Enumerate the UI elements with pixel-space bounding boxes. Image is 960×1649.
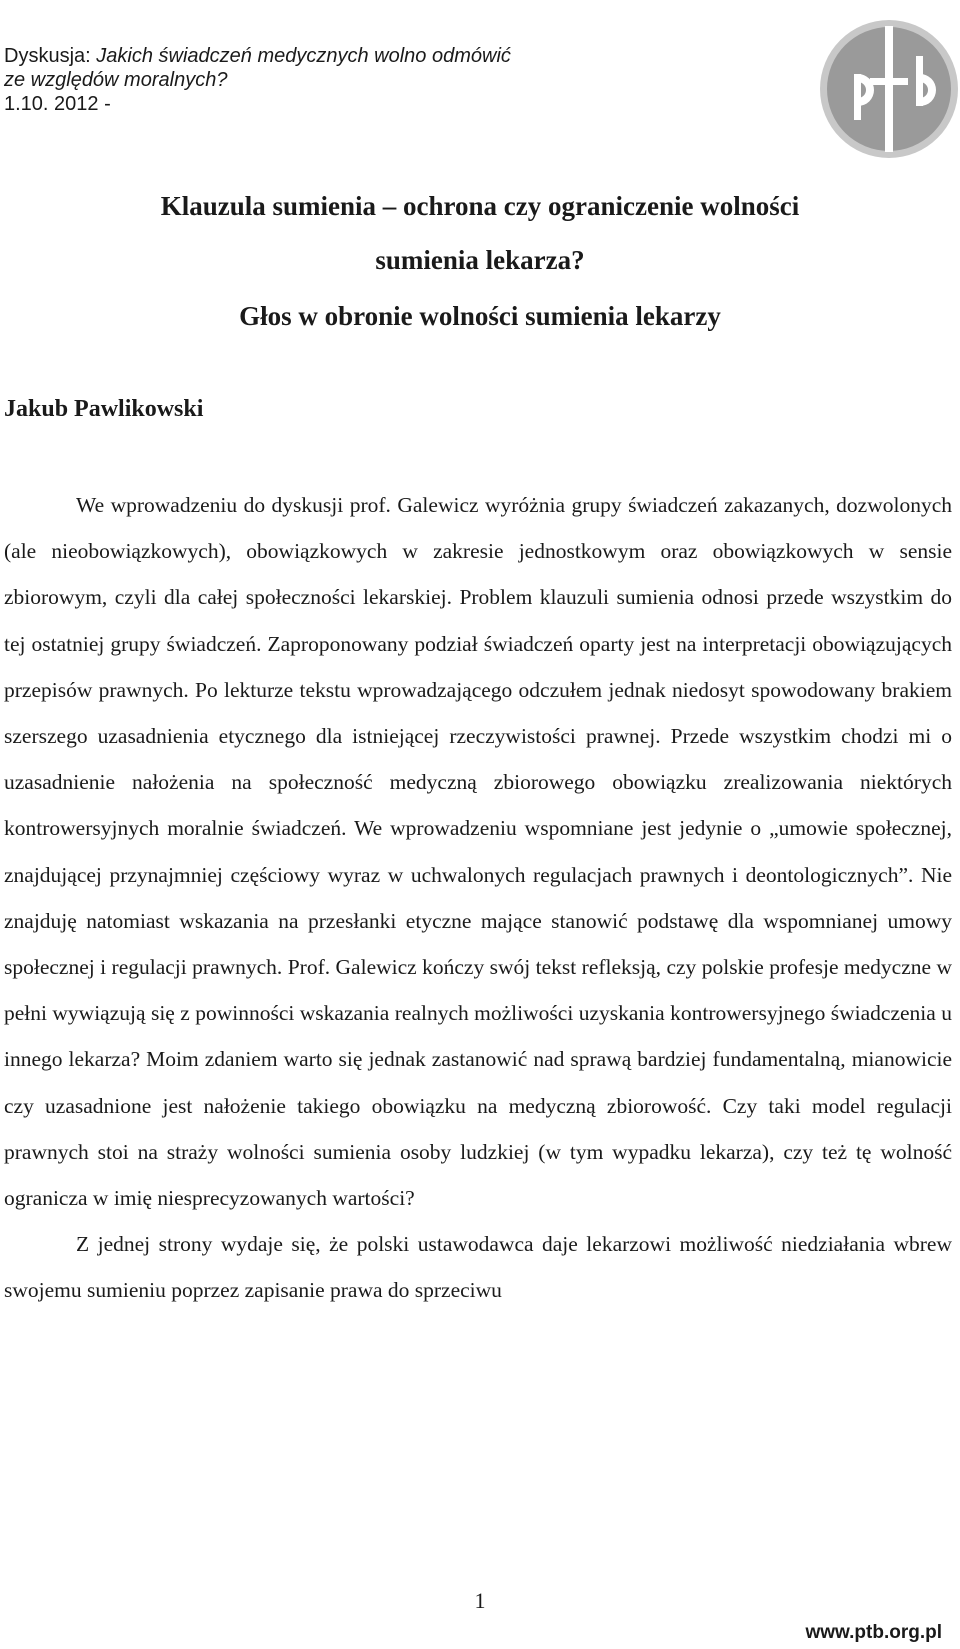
website-url: www.ptb.org.pl [805,1622,942,1643]
discussion-label: Dyskusja: [4,45,91,67]
article-body [4,482,952,1314]
document-header [4,44,511,116]
paragraph-2: Z jednej strony wydaje się, że polski ustawodawca daje lekarzowi możliwość niedziałania wbrew swojemu sumieniu poprzez zapisanie prawa do sprzeciwu [4,1232,952,1303]
subtitle: Głos w obronie wolności sumienia lekarzy [239,301,721,331]
author-name: Jakub Pawlikowski [4,396,204,422]
title-line-1: Klauzula sumienia – ochrona czy ograniczenie wolności [160,191,800,221]
ptb-logo-icon [818,18,960,160]
discussion-topic-line-1: Jakich świadczeń medycznych wolno odmówić [96,45,511,67]
discussion-date: 1.10. 2012 - [4,93,111,115]
discussion-topic-line-2: ze względów moralnych? [4,69,228,91]
header-line-1 [4,44,511,68]
title-line-2: sumienia lekarza? [375,245,585,275]
page-number: 1 [474,1588,486,1613]
paragraph-1: We wprowadzeniu do dyskusji prof. Galewicz wyróżnia grupy świadczeń zakazanych, dozwolonych (ale nieobowiązkowych), obowiązkowych w zakresie jednostkowym oraz obowiązkowych w sensie zbiorowym, czyli dla całej społeczności lekarskiej. Problem klauzuli sumienia odnosi przede wszystkim do tej ostatniej grupy świadczeń. Zaproponowany podział świadczeń oparty jest na interpretacji obowiązujących przepisów prawnych. Po lekturze tekstu wprowadzającego odczułem jednak niedosyt spowodowany brakiem szerszego uzasadnienia etycznego dla istniejącej rzeczywistości prawnej. Przede wszystkim chodzi mi o uzasadnienie nałożenia na społeczność medyczną zbiorowego obowiązku zrealizowania niektórych kontrowersyjnych moralnie świadczeń. We wprowadzeniu wspomniane jest jedynie o „umowie społecznej, znajdującej przynajmniej częściowy wyraz w uchwalonych regulacjach prawnych i deontologicznych”. Nie znajduję natomiast wskazania na przesłanki etyczne mające stanowić podstawę dla wspomnianej umowy społecznej i regulacji prawnych. Prof. Galewicz kończy swój tekst refleksją, czy polskie profesje medyczne w pełni wywiązują się z powinności wskazania realnych możliwości uzyskania kontrowersyjnego świadczenia u innego lekarza? Moim zdaniem warto się jednak zastanowić nad sprawą bardziej fundamentalną, mianowicie czy uzasadnione jest nałożenie takiego obowiązku na medyczną zbiorowość. Czy taki model regulacji prawnych stoi na straży wolności sumienia osoby ludzkiej (w tym wypadku lekarza), czy też tę wolność ogranicza w imię niesprecyzowanych wartości? [4,493,952,1211]
